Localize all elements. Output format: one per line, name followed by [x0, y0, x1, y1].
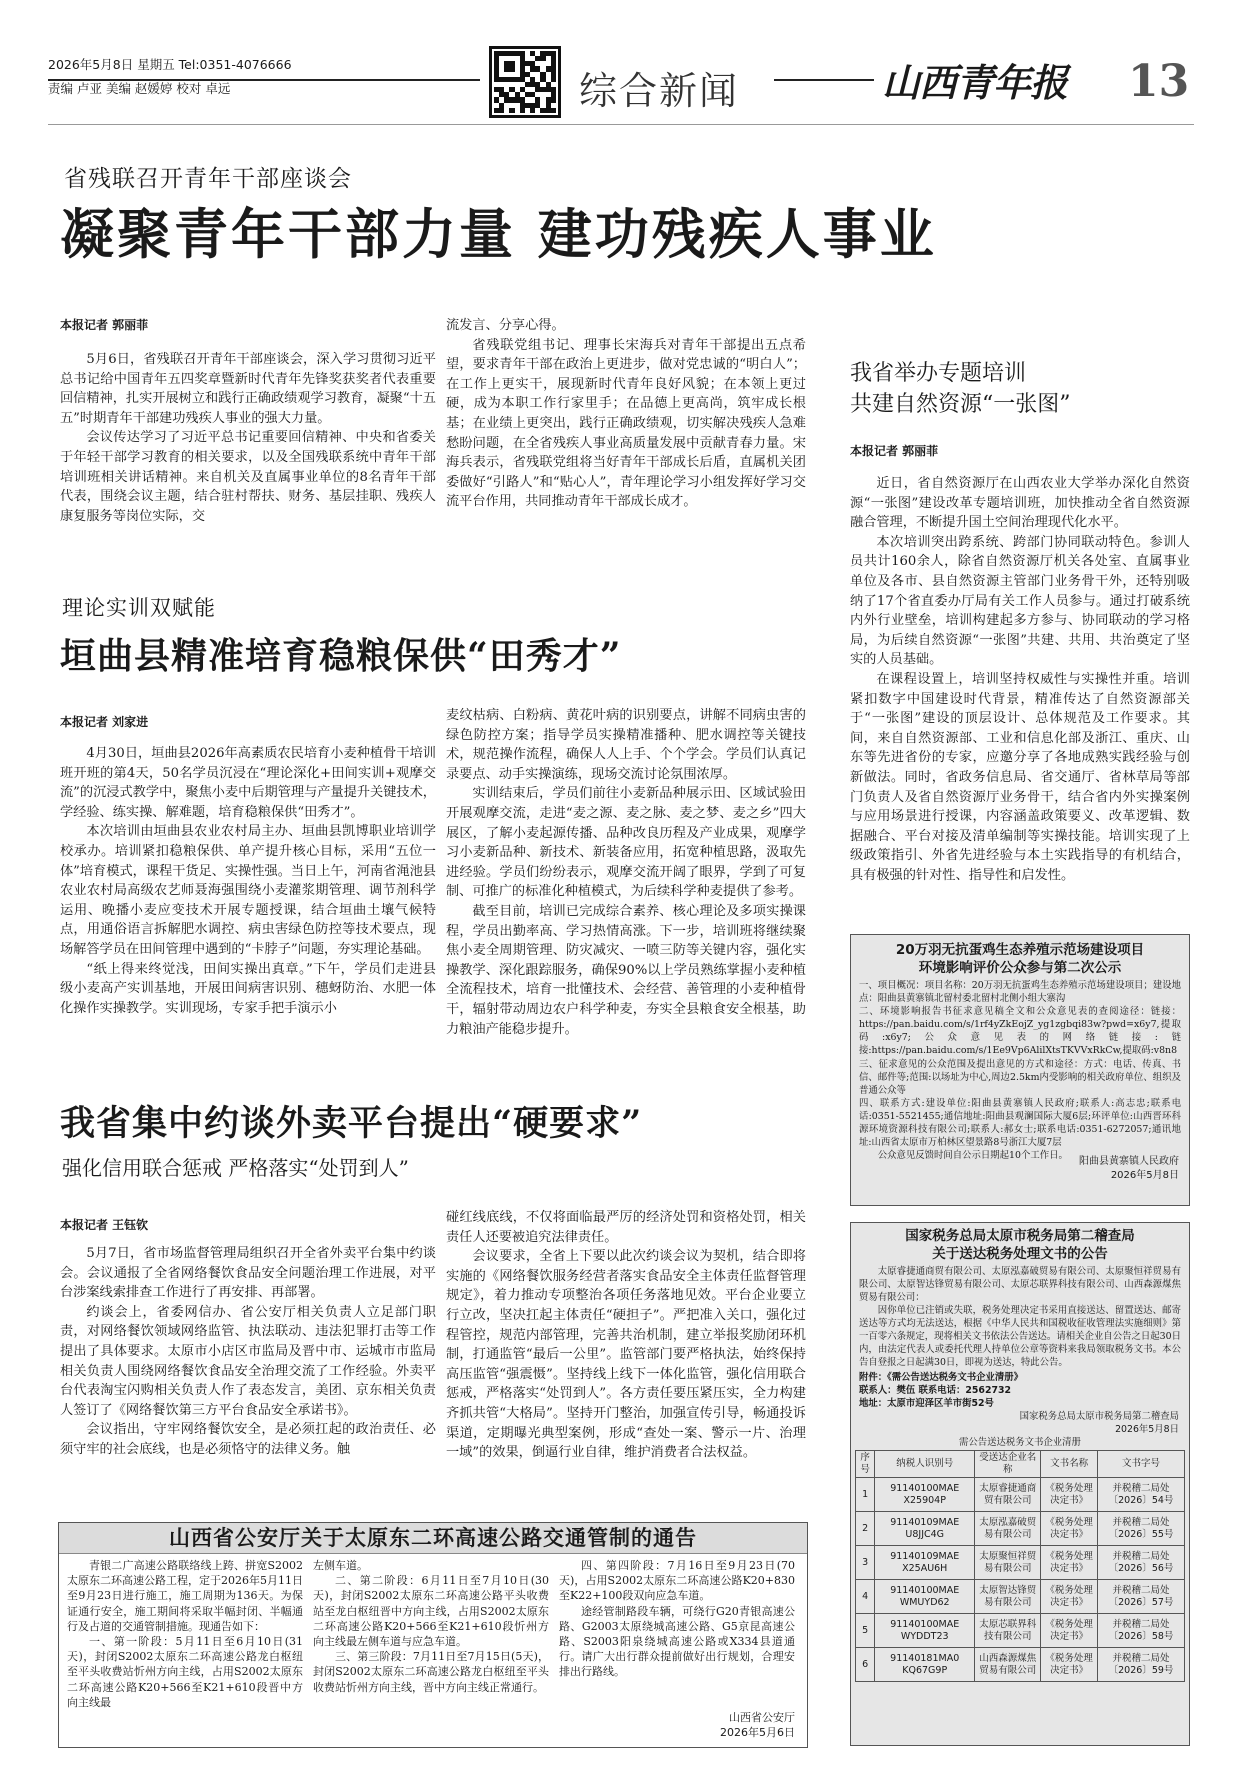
paragraph: 麦纹枯病、白粉病、黄花叶病的识别要点，讲解不同病虫害的绿色防控方案；指导学员实操精准播种、肥水调控等关键技术，规范操作流程，确保人人上手、个个学会。学员们认真记录要点、动手实操演练，现场交流讨论氛围浓厚。 [446, 708, 806, 782]
article4-headline-line1: 我省举办专题培训 [850, 361, 1027, 386]
traffic-notice-box [58, 1522, 808, 1748]
tax-notice-signer: 国家税务总局太原市税务局第二稽查局 [1019, 1411, 1179, 1422]
table-row [856, 1648, 1185, 1682]
paragraph: 会议指出，守牢网络餐饮安全，是必须扛起的政治责任、必须守牢的社会底线，也是必须恪守的法律义务。触 [60, 1422, 436, 1457]
paragraph: 流发言、分享心得。 [446, 318, 565, 333]
tax-table-cell-doc: 《税务处理决定书》 [1041, 1648, 1098, 1682]
paragraph: 省残联党组书记、理事长宋海兵对青年干部提出五点希望，要求青年干部在政治上更进步，做对党忠诚的“明白人”；在工作上更实干，展现新时代青年良好风貌；在本领上更过硬，成为本职工作行家里手；在品德上更高尚，筑牢成长根基；在业绩上更突出，践行正确政绩观，切实解决残疾人急难愁盼问题，在全省残疾人事业高质量发展中贡献青春力量。宋海兵表示，省残联党组将当好青年干部成长后盾，直属机关团委做好“引路人”和“贴心人”，青年理论学习小组发挥好学习交流平台作用，共同推动青年干部成长成才。 [446, 337, 806, 510]
tax-notice-box [850, 1222, 1190, 1746]
tax-table-header [856, 1451, 1185, 1478]
paragraph: 实训结束后，学员们前往小麦新品种展示田、区域试验田开展观摩交流，走进“麦之源、麦之脉、麦之梦、麦之乡”四大展区，了解小麦起源传播、品种改良历程及产业成果，观摩学习小麦新品种、新技术、新装备应用，拓宽种植思路，汲取先进经验。学员们纷纷表示，观摩交流开阔了眼界，学到了可复制、可推广的标准化种植模式，为后续科学种麦提供了参考。 [446, 786, 806, 900]
article4-byline: 本报记者 郭丽菲 [850, 444, 939, 458]
article1-headline: 凝聚青年干部力量 建功残疾人事业 [60, 202, 937, 266]
eia-notice-title-line1: 20万羽无抗蛋鸡生态养殖示范场建设项目 [895, 942, 1145, 958]
traffic-notice-column-1 [67, 1558, 303, 1742]
masthead-rule [48, 79, 480, 81]
tax-table-cell-id: 91140100MAE X25904P [875, 1478, 975, 1512]
tax-notice-sign [851, 1410, 1189, 1436]
eia-notice-title-line2: 环境影响评价公众参与第二次公示 [918, 960, 1122, 976]
article1-column-2 [446, 316, 806, 530]
article3-subhead: 强化信用联合惩戒 严格落实“处罚到人” [62, 1156, 409, 1180]
masthead-rule-right [774, 79, 874, 81]
tax-notice-date: 2026年5月8日 [1115, 1424, 1179, 1435]
paragraph: 公众意见反馈时间自公示日期起10个工作日。 [877, 1150, 1068, 1162]
paragraph: 二、环境影响报告书征求意见稿全文和公众意见表的查阅途径：链接：https://pan.baidu.com/s/1rf4yZkEojZ_yg1zgbqi83w?pwd=x6y7,提取码:x6y7;公众意见表的网络链接:链接:https://pan.baidu.com/s/1Ee9Vp6AlilXtsTKVVxRkCw,提取码:v8n8 [859, 1006, 1181, 1057]
tax-table-cell-id: 91140100MAE WYDDT23 [875, 1614, 975, 1648]
masthead-bottom-rule [48, 124, 1194, 125]
tax-table-cell-name: 太原睿捷通商贸有限公司 [975, 1478, 1041, 1512]
tax-notice-attachment: 附件：《需公告送达税务文书企业清册》 [859, 1372, 1024, 1383]
paragraph: 左侧车道。 [313, 1559, 368, 1572]
paragraph: 因你单位已注销或失联，税务处理决定书采用直接送达、留置送达、邮寄送达等方式均无法送达，根据《中华人民共和国税收征收管理法实施细则》第一百零六条规定，现将相关文书依法公告送达。请相关企业自公告之日起30日内，由法定代表人或委托代理人持单位公章等资料来我局领取税务文书。本公告自登报之日起满30日，即视为送达，特此公告。 [859, 1305, 1181, 1368]
paragraph: 会议要求，全省上下要以此次约谈会议为契机，结合即将实施的《网络餐饮服务经营者落实食品安全主体责任监督管理规定》，着力推动专项整治各项任务落地见效。平台企业要立行立改，坚决扛起主体责任“硬担子”。严把准入关口，强化过程管控，规范内部管理，完善共治机制，建立举报奖励闭环机制，打通监管“最后一公里”。监管部门要严格执法，始终保持高压监管“强震慑”。坚持线上线下一体化监管，强化信用联合惩戒，严格落实“处罚到人”。各方责任要压紧压实，全力构建齐抓共管“大格局”。坚持开门整治，加强宣传引导，畅通投诉渠道，定期曝光典型案例，形成“查处一案、警示一片、治理一域”的效果，倒逼行业自律，维护消费者合法权益。 [446, 1249, 806, 1461]
tax-table-cell-no: 5 [856, 1614, 875, 1648]
tax-table-header-cell: 文书名称 [1041, 1451, 1098, 1478]
traffic-notice-sign [559, 1710, 795, 1740]
tax-notice-contacts [851, 1371, 1189, 1410]
article1-byline: 本报记者 郭丽菲 [60, 318, 149, 332]
article3-byline: 本报记者 王钰钦 [60, 1218, 149, 1232]
tax-table-cell-name: 太原聚恒祥贸易有限公司 [975, 1546, 1041, 1580]
traffic-notice-column-3 [559, 1558, 795, 1710]
traffic-notice-date: 2026年5月6日 [720, 1726, 795, 1739]
tax-table-cell-num: 并税稽二局处〔2026〕59号 [1098, 1648, 1185, 1682]
eia-notice-title [851, 941, 1189, 977]
tax-table-header-cell: 纳税人识别号 [875, 1451, 975, 1478]
tax-notice-contact: 联系人：樊伍 联系电话：2562732 [859, 1385, 1012, 1396]
tax-table-cell-name: 太原芯联界科技有限公司 [975, 1614, 1041, 1648]
article3-headline: 我省集中约谈外卖平台提出“硬要求” [60, 1103, 643, 1144]
article4-headline-line2: 共建自然资源“一张图” [850, 392, 1071, 417]
tax-table-cell-id: 91140100MAE WMUYD62 [875, 1580, 975, 1614]
article2-headline: 垣曲县精准培育稳粮保供“田秀才” [60, 635, 622, 677]
paragraph: 近日，省自然资源厅在山西农业大学举办深化自然资源“一张图”建设改革专题培训班，加快推动全省自然资源融合管理，不断提升国土空间治理现代化水平。 [850, 476, 1190, 531]
tax-notice-title-line1: 国家税务总局太原市税务局第二稽查局 [905, 1228, 1135, 1244]
paragraph: “纸上得来终觉浅，田间实操出真章。”下午，学员们走进县级小麦高产实训基地，开展田间病害识别、穗蚜防治、水肥一体化操作实操教学。实训现场，专家手把手演示小 [60, 961, 436, 1016]
paragraph: 碰红线底线，不仅将面临最严厉的经济处罚和资格处罚，相关责任人还要被追究法律责任。 [446, 1210, 806, 1245]
paper-logo: 山西青年报 [882, 60, 1068, 105]
qr-code-icon[interactable] [489, 46, 561, 118]
paragraph: 截至目前，培训已完成综合素养、核心理论及多项实操课程，学员出勤率高、学习热情高涨。下一步，培训班将继续聚焦小麦全周期管理、防灾减灾、一喷三防等关键内容，强化实操教学、深化跟踪服务，确保90%以上学员熟练掌握小麦种植全流程技术，培育一批懂技术、会经营、善管理的小麦种植骨干，辐射带动周边农户科学种麦，夯实全县粮食安全根基，助力粮油产能稳步提升。 [446, 903, 806, 1037]
tax-table-cell-name: 山西森源煤焦贸易有限公司 [975, 1648, 1041, 1682]
tax-table-header-cell: 文书字号 [1098, 1451, 1185, 1478]
tax-table-cell-no: 6 [856, 1648, 875, 1682]
paragraph: 会议传达学习了习近平总书记重要回信精神、中央和省委关于年轻干部学习教育的相关要求，以及全国残联系统中青年干部培训班相关讲话精神。来自机关及直属事业单位的8名青年干部代表，围绕会议主题，结合驻村帮扶、财务、基层挂职、残疾人康复服务等岗位实际，交 [60, 430, 436, 524]
date-line: 2026年5月8日 星期五 Tel:0351-4076666 [48, 57, 292, 72]
table-row [856, 1546, 1185, 1580]
paragraph: 4月30日，垣曲县2026年高素质农民培育小麦种植骨干培训班开班的第4天，50名学员沉浸在“理论深化+田间实训+观摩交流”的沉浸式教学中，聚焦小麦中后期管理与产量提升关键技术，学经验、练实操、解难题，培育稳粮保供“田秀才”。 [60, 746, 436, 820]
tax-table-cell-doc: 《税务处理决定书》 [1041, 1478, 1098, 1512]
tax-table-cell-name: 太原智达锋贸易有限公司 [975, 1580, 1041, 1614]
tax-table-cell-num: 并税稽二局处〔2026〕56号 [1098, 1546, 1185, 1580]
article4-headline [850, 358, 1071, 420]
tax-notice-title [851, 1227, 1189, 1263]
tax-table-title: 需公告送达税务文书企业清册 [959, 1437, 1081, 1448]
paragraph: 青银二广高速公路联络线上跨、拼宽S2002太原东二环高速公路工程，定于2026年5月11日至9月23日进行施工，施工周期为136天。为保证通行安全，施工期间将采取半幅封闭、半幅通行及占道的交通管制措施。现通告如下： [67, 1559, 303, 1633]
paragraph: 太原睿捷通商贸有限公司、太原泓嘉破贸易有限公司、太原聚恒祥贸易有限公司、太原智达锋贸易有限公司、太原芯联界科技有限公司、山西森源煤焦贸易有限公司： [859, 1266, 1181, 1303]
paragraph: 途经管制路段车辆，可绕行G20青银高速公路、G2003太原绕城高速公路、G5京昆高速公路、S2003阳泉绕城高速公路或X334县道通行。请广大出行群众提前做好出行规划，合理安排出行路线。 [559, 1604, 795, 1679]
tax-table-cell-doc: 《税务处理决定书》 [1041, 1614, 1098, 1648]
paragraph: 三、第三阶段：7月11日至7月15日(5天)，封闭S2002太原东二环高速公路龙白枢纽至平头收费站忻州方向主线，晋中方向主线正常通行。 [313, 1650, 549, 1694]
tax-table-cell-no: 3 [856, 1546, 875, 1580]
article2-column-1 [60, 744, 436, 1058]
article1-column-1 [60, 350, 436, 528]
paragraph: 约谈会上，省委网信办、省公安厅相关负责人立足部门职责，对网络餐饮领域网络监管、执法联动、违法犯罪打击等工作提出了具体要求。太原市小店区市监局及晋中市、运城市市监局相关负责人围绕网络餐饮食品安全治理交流了工作经验。外卖平台代表淘宝闪购相关负责人作了表态发言，美团、京东相关负责人签订了《网络餐饮第三方平台食品安全承诺书》。 [60, 1304, 436, 1418]
paragraph: 四、第四阶段：7月16日至9月23日(70天)，占用S2002太原东二环高速公路K20+830至K22+100段双向应急车道。 [559, 1559, 795, 1603]
article2-byline: 本报记者 刘家进 [60, 715, 149, 729]
paragraph: 二、第二阶段：6月11日至7月10日(30天)，封闭S2002太原东二环高速公路平头收费站至龙白枢纽晋中方向主线，占用S2002太原东二环高速公路K20+566至K21+610段忻州方向主线最左侧车道与应急车道。 [313, 1574, 549, 1649]
paragraph: 四、联系方式:建设单位:阳曲县黄寨镇人民政府;联系人:高志忠;联系电话:0351-5521455;通信地址:阳曲县观澜国际大厦6层;环评单位:山西晋环科源环境资源科技有限公司;联系人:郝女士;联系电话:0351-6272057;通讯地址:山西省太原市万柏林区望景路8号浙江大厦7层 [859, 1097, 1181, 1149]
page-number: 13 [1128, 56, 1190, 107]
eia-notice-body [851, 979, 1189, 1162]
section-title: 综合新闻 [579, 69, 740, 113]
tax-table-cell-num: 并税稽二局处〔2026〕57号 [1098, 1580, 1185, 1614]
tax-table-cell-id: 91140109MAE X25AU6H [875, 1546, 975, 1580]
tax-notice-title-line2: 关于送达税务处理文书的公告 [932, 1246, 1108, 1262]
tax-table-cell-id: 91140181MA0 KQ67G9P [875, 1648, 975, 1682]
article3-column-1 [60, 1244, 436, 1500]
article3-column-2 [446, 1208, 806, 1500]
paragraph: 本次培训由垣曲县农业农村局主办、垣曲县凯博职业培训学校承办。培训紧扣稳粮保供、单产提升核心目标，采用“五位一体”培育模式，课程干货足、实操性强。当日上午，河南省渑池县农业农村局高级农艺师聂海强围绕小麦灌浆期管理、调节剂科学运用、晚播小麦应变技术开展专题授课，结合垣曲土壤气候特点，用通俗语言拆解肥水调控、病虫害绿色防控等技术要点，现场解答学员在田间管理中遇到的“卡脖子”问题，夯实理论基础。 [60, 824, 436, 957]
editors-line: 责编 卢亚 美编 赵媛婷 校对 卓远 [48, 81, 231, 96]
table-row [856, 1580, 1185, 1614]
tax-table-cell-num: 并税稽二局处〔2026〕55号 [1098, 1512, 1185, 1546]
tax-table-cell-doc: 《税务处理决定书》 [1041, 1580, 1098, 1614]
paragraph: 在课程设置上，培训坚持权威性与实操性并重。培训紧扣数字中国建设时代背景，精准传达了自然资源部关于“一张图”建设的顶层设计、总体规范及工作要求。其间，来自自然资源部、工业和信息化部及浙江、重庆、山东等先进省份的专家，应邀分享了各地成熟实践经验与创新做法。同时，省政务信息局、省交通厅、省林草局等部门负责人及省自然资源厅业务骨干，结合省内外实操案例与应用场景进行授课，内容涵盖政策要义、改革逻辑、数据融合、平台对接及清单编制等实操技能。培训实现了上级政策指引、外省先进经验与本土实践指导的有机结合，具有极强的针对性、指导性和启发性。 [850, 671, 1190, 883]
tax-table-header-cell: 受送达企业名称 [975, 1451, 1041, 1478]
tax-table-cell-id: 91140109MAE U8JJC4G [875, 1512, 975, 1546]
traffic-notice-signer: 山西省公安厅 [729, 1711, 795, 1724]
eia-notice-signer: 阳曲县黄寨镇人民政府 [1079, 1156, 1179, 1167]
table-row [856, 1478, 1185, 1512]
tax-table-header-cell: 序号 [856, 1451, 875, 1478]
paragraph: 5月6日，省残联召开青年干部座谈会，深入学习贯彻习近平总书记给中国青年五四奖章暨新时代青年先锋奖获奖者代表重要回信精神，扎实开展树立和践行正确政绩观学习教育，凝聚“十五五”时期青年干部建功残疾人事业的强大力量。 [60, 352, 436, 426]
tax-table-cell-no: 4 [856, 1580, 875, 1614]
article2-column-2 [446, 706, 806, 1058]
paragraph: 一、项目概况：项目名称：20万羽无抗蛋鸡生态养殖示范场建设项目；建设地点：阳曲县黄寨镇北留村委北留村北侧小组大寨沟 [859, 980, 1181, 1005]
tax-table-cell-no: 1 [856, 1478, 875, 1512]
tax-notice-body [851, 1265, 1189, 1371]
tax-table-cell-no: 2 [856, 1512, 875, 1546]
eia-notice-box [850, 934, 1190, 1206]
article4-body [850, 474, 1190, 912]
table-row [856, 1614, 1185, 1648]
tax-table-cell-doc: 《税务处理决定书》 [1041, 1546, 1098, 1580]
article2-kicker: 理论实训双赋能 [62, 596, 216, 620]
paragraph: 一、第一阶段：5月11日至6月10日(31天)，封闭S2002太原东二环高速公路龙白枢纽至平头收费站忻州方向主线，占用S2002太原东二环高速公路K20+566至K21+610段晋中方向主线最 [67, 1635, 303, 1709]
tax-table [855, 1450, 1185, 1682]
paragraph: 5月7日，省市场监督管理局组织召开全省外卖平台集中约谈会。会议通报了全省网络餐饮食品安全问题治理工作进展，对平台涉案线索排查工作进行了再安排、再部署。 [60, 1246, 436, 1301]
paragraph: 本次培训突出跨系统、跨部门协同联动特色。参训人员共计160余人，除省自然资源厅机关各处室、直属事业单位及各市、县自然资源主管部门业务骨干外，还特别吸纳了17个省直委办厅局有关工作人员参与。通过打破系统内外行业壁垒，培训构建起多方参与、协同联动的学习格局，为后续自然资源“一张图”共建、共用、共治奠定了坚实的人员基础。 [850, 534, 1190, 668]
eia-notice-date: 2026年5月8日 [1110, 1170, 1179, 1181]
tax-table-cell-num: 并税稽二局处〔2026〕54号 [1098, 1478, 1185, 1512]
tax-table-cell-doc: 《税务处理决定书》 [1041, 1512, 1098, 1546]
traffic-notice-title: 山西省公安厅关于太原东二环高速公路交通管制的通告 [59, 1523, 807, 1554]
masthead-meta [48, 56, 292, 98]
paragraph: 三、征求意见的公众范围及提出意见的方式和途径：方式：电话、传真、书信、邮件等;范围:以场址为中心,周边2.5km内受影响的相关政府单位、组织及普通公众等 [859, 1058, 1181, 1096]
tax-table-cell-num: 并税稽二局处〔2026〕58号 [1098, 1614, 1185, 1648]
article1-kicker: 省残联召开青年干部座谈会 [64, 166, 352, 192]
traffic-notice-column-2 [313, 1558, 549, 1742]
tax-notice-address: 地址：太原市迎泽区羊市街52号 [859, 1398, 994, 1409]
table-row [856, 1512, 1185, 1546]
tax-table-cell-name: 太原泓嘉破贸易有限公司 [975, 1512, 1041, 1546]
